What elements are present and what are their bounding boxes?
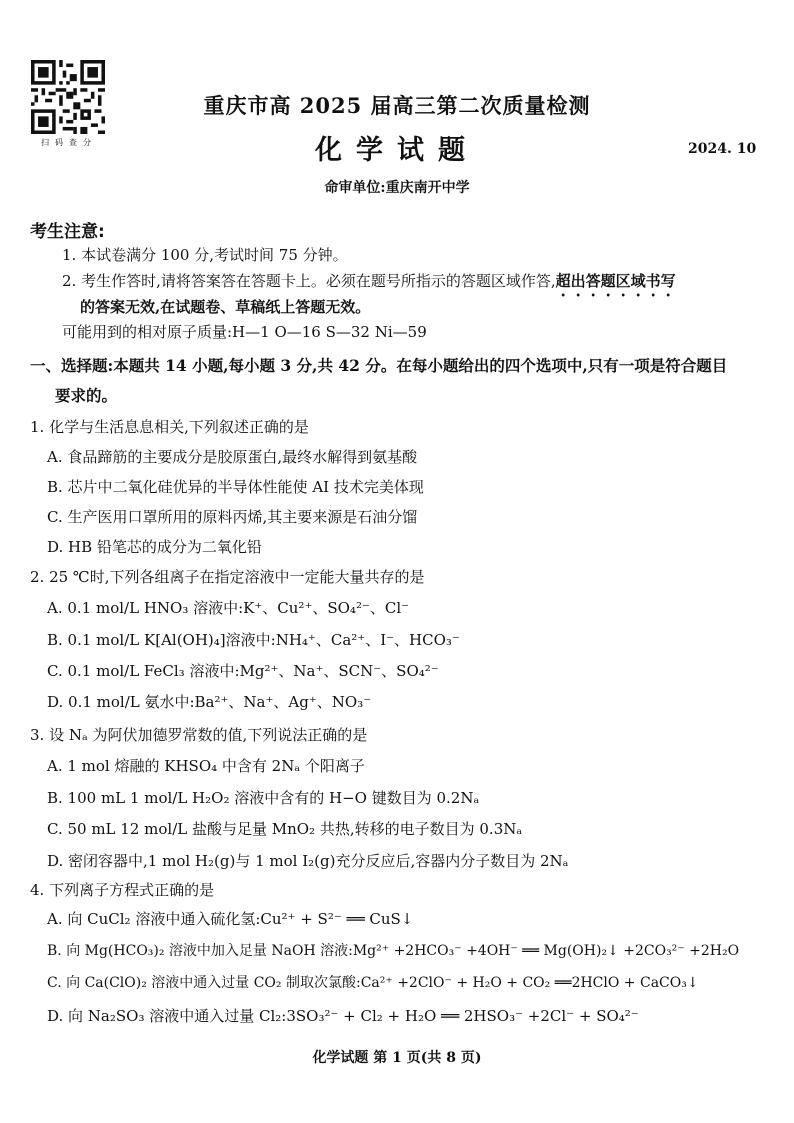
subject-title: 化学试题 — [315, 135, 479, 166]
setter-unit: 命审单位:重庆南开中学 — [324, 180, 470, 196]
section-heading-cont: 要求的。 — [55, 386, 118, 405]
notice-item-2-cont: 的答案无效,在试题卷、草稿纸上答题无效。 — [80, 298, 371, 316]
notice-title: 考生注意: — [30, 222, 105, 242]
q4-option-d: D. 向 Na₂SO₃ 溶液中通入过量 Cl₂:3SO₃²⁻ + Cl₂ + H₂O ══ 2HSO₃⁻ +2Cl⁻ + SO₄²⁻ — [47, 1007, 639, 1025]
q1-option-c: C. 生产医用口罩所用的原料丙烯,其主要来源是石油分馏 — [47, 508, 418, 526]
exam-date: 2024. 10 — [688, 141, 757, 157]
notice-item-1: 1. 本试卷满分 100 分,考试时间 75 分钟。 — [62, 246, 348, 264]
atomic-masses: 可能用到的相对原子质量:H—1 O—16 S—32 Ni—59 — [62, 323, 427, 341]
q4-option-b: B. 向 Mg(HCO₃)₂ 溶液中加入足量 NaOH 溶液:Mg²⁺ +2HCO₃⁻ +4OH⁻ ══ Mg(OH)₂↓ +2CO₃²⁻ +2H₂O — [47, 943, 740, 959]
q1-option-b: B. 芯片中二氧化硅优异的半导体性能使 AI 技术完美体现 — [47, 478, 424, 496]
q4-option-a: A. 向 CuCl₂ 溶液中通入硫化氢:Cu²⁺ + S²⁻ ══ CuS↓ — [47, 910, 414, 928]
q2-option-d: D. 0.1 mol/L 氨水中:Ba²⁺、Na⁺、Ag⁺、NO₃⁻ — [47, 693, 372, 711]
q3-option-b: B. 100 mL 1 mol/L H₂O₂ 溶液中含有的 H−O 键数目为 0.2Nₐ — [47, 789, 480, 807]
q2-option-c: C. 0.1 mol/L FeCl₃ 溶液中:Mg²⁺、Na⁺、SCN⁻、SO₄²⁻ — [47, 662, 439, 680]
q4-option-c: C. 向 Ca(ClO)₂ 溶液中通入过量 CO₂ 制取次氯酸:Ca²⁺ +2ClO⁻ + H₂O + CO₂ ══2HClO + CaCO₃↓ — [47, 975, 699, 991]
notice-item-2-emphasis: 超出答题区域书写 — [555, 272, 676, 290]
q1-option-d: D. HB 铅笔芯的成分为二氧化铅 — [47, 538, 262, 556]
q3-stem: 3. 设 Nₐ 为阿伏加德罗常数的值,下列说法正确的是 — [30, 726, 368, 744]
q2-stem: 2. 25 ℃时,下列各组离子在指定溶液中一定能大量共存的是 — [30, 568, 425, 586]
section-heading: 一、选择题:本题共 14 小题,每小题 3 分,共 42 分。在每小题给出的四个选项中,只有一项是符合题目 — [30, 356, 728, 375]
q3-option-a: A. 1 mol 熔融的 KHSO₄ 中含有 2Nₐ 个阳离子 — [47, 757, 365, 775]
notice-item-2-text: 2. 考生作答时,请将答案答在答题卡上。必须在题号所指示的答题区域作答, — [62, 272, 556, 290]
q3-option-d: D. 密闭容器中,1 mol H₂(g)与 1 mol I₂(g)充分反应后,容器内分子数目为 2Nₐ — [47, 852, 569, 870]
q2-option-a: A. 0.1 mol/L HNO₃ 溶液中:K⁺、Cu²⁺、SO₄²⁻、Cl⁻ — [47, 599, 410, 617]
q1-stem: 1. 化学与生活息息相关,下列叙述正确的是 — [30, 418, 309, 436]
q1-option-a: A. 食品蹄筋的主要成分是胶原蛋白,最终水解得到氨基酸 — [47, 448, 418, 466]
page-footer: 化学试题 第 1 页(共 8 页) — [312, 1050, 482, 1066]
exam-title: 重庆市高 2025 届高三第二次质量检测 — [203, 93, 591, 118]
q2-option-b: B. 0.1 mol/L K[Al(OH)₄]溶液中:NH₄⁺、Ca²⁺、I⁻、HCO₃⁻ — [47, 631, 460, 649]
qr-label: 扫码查分 — [41, 138, 97, 147]
q3-option-c: C. 50 mL 12 mol/L 盐酸与足量 MnO₂ 共热,转移的电子数目为 0.3Nₐ — [47, 820, 523, 838]
q4-stem: 4. 下列离子方程式正确的是 — [30, 881, 215, 899]
